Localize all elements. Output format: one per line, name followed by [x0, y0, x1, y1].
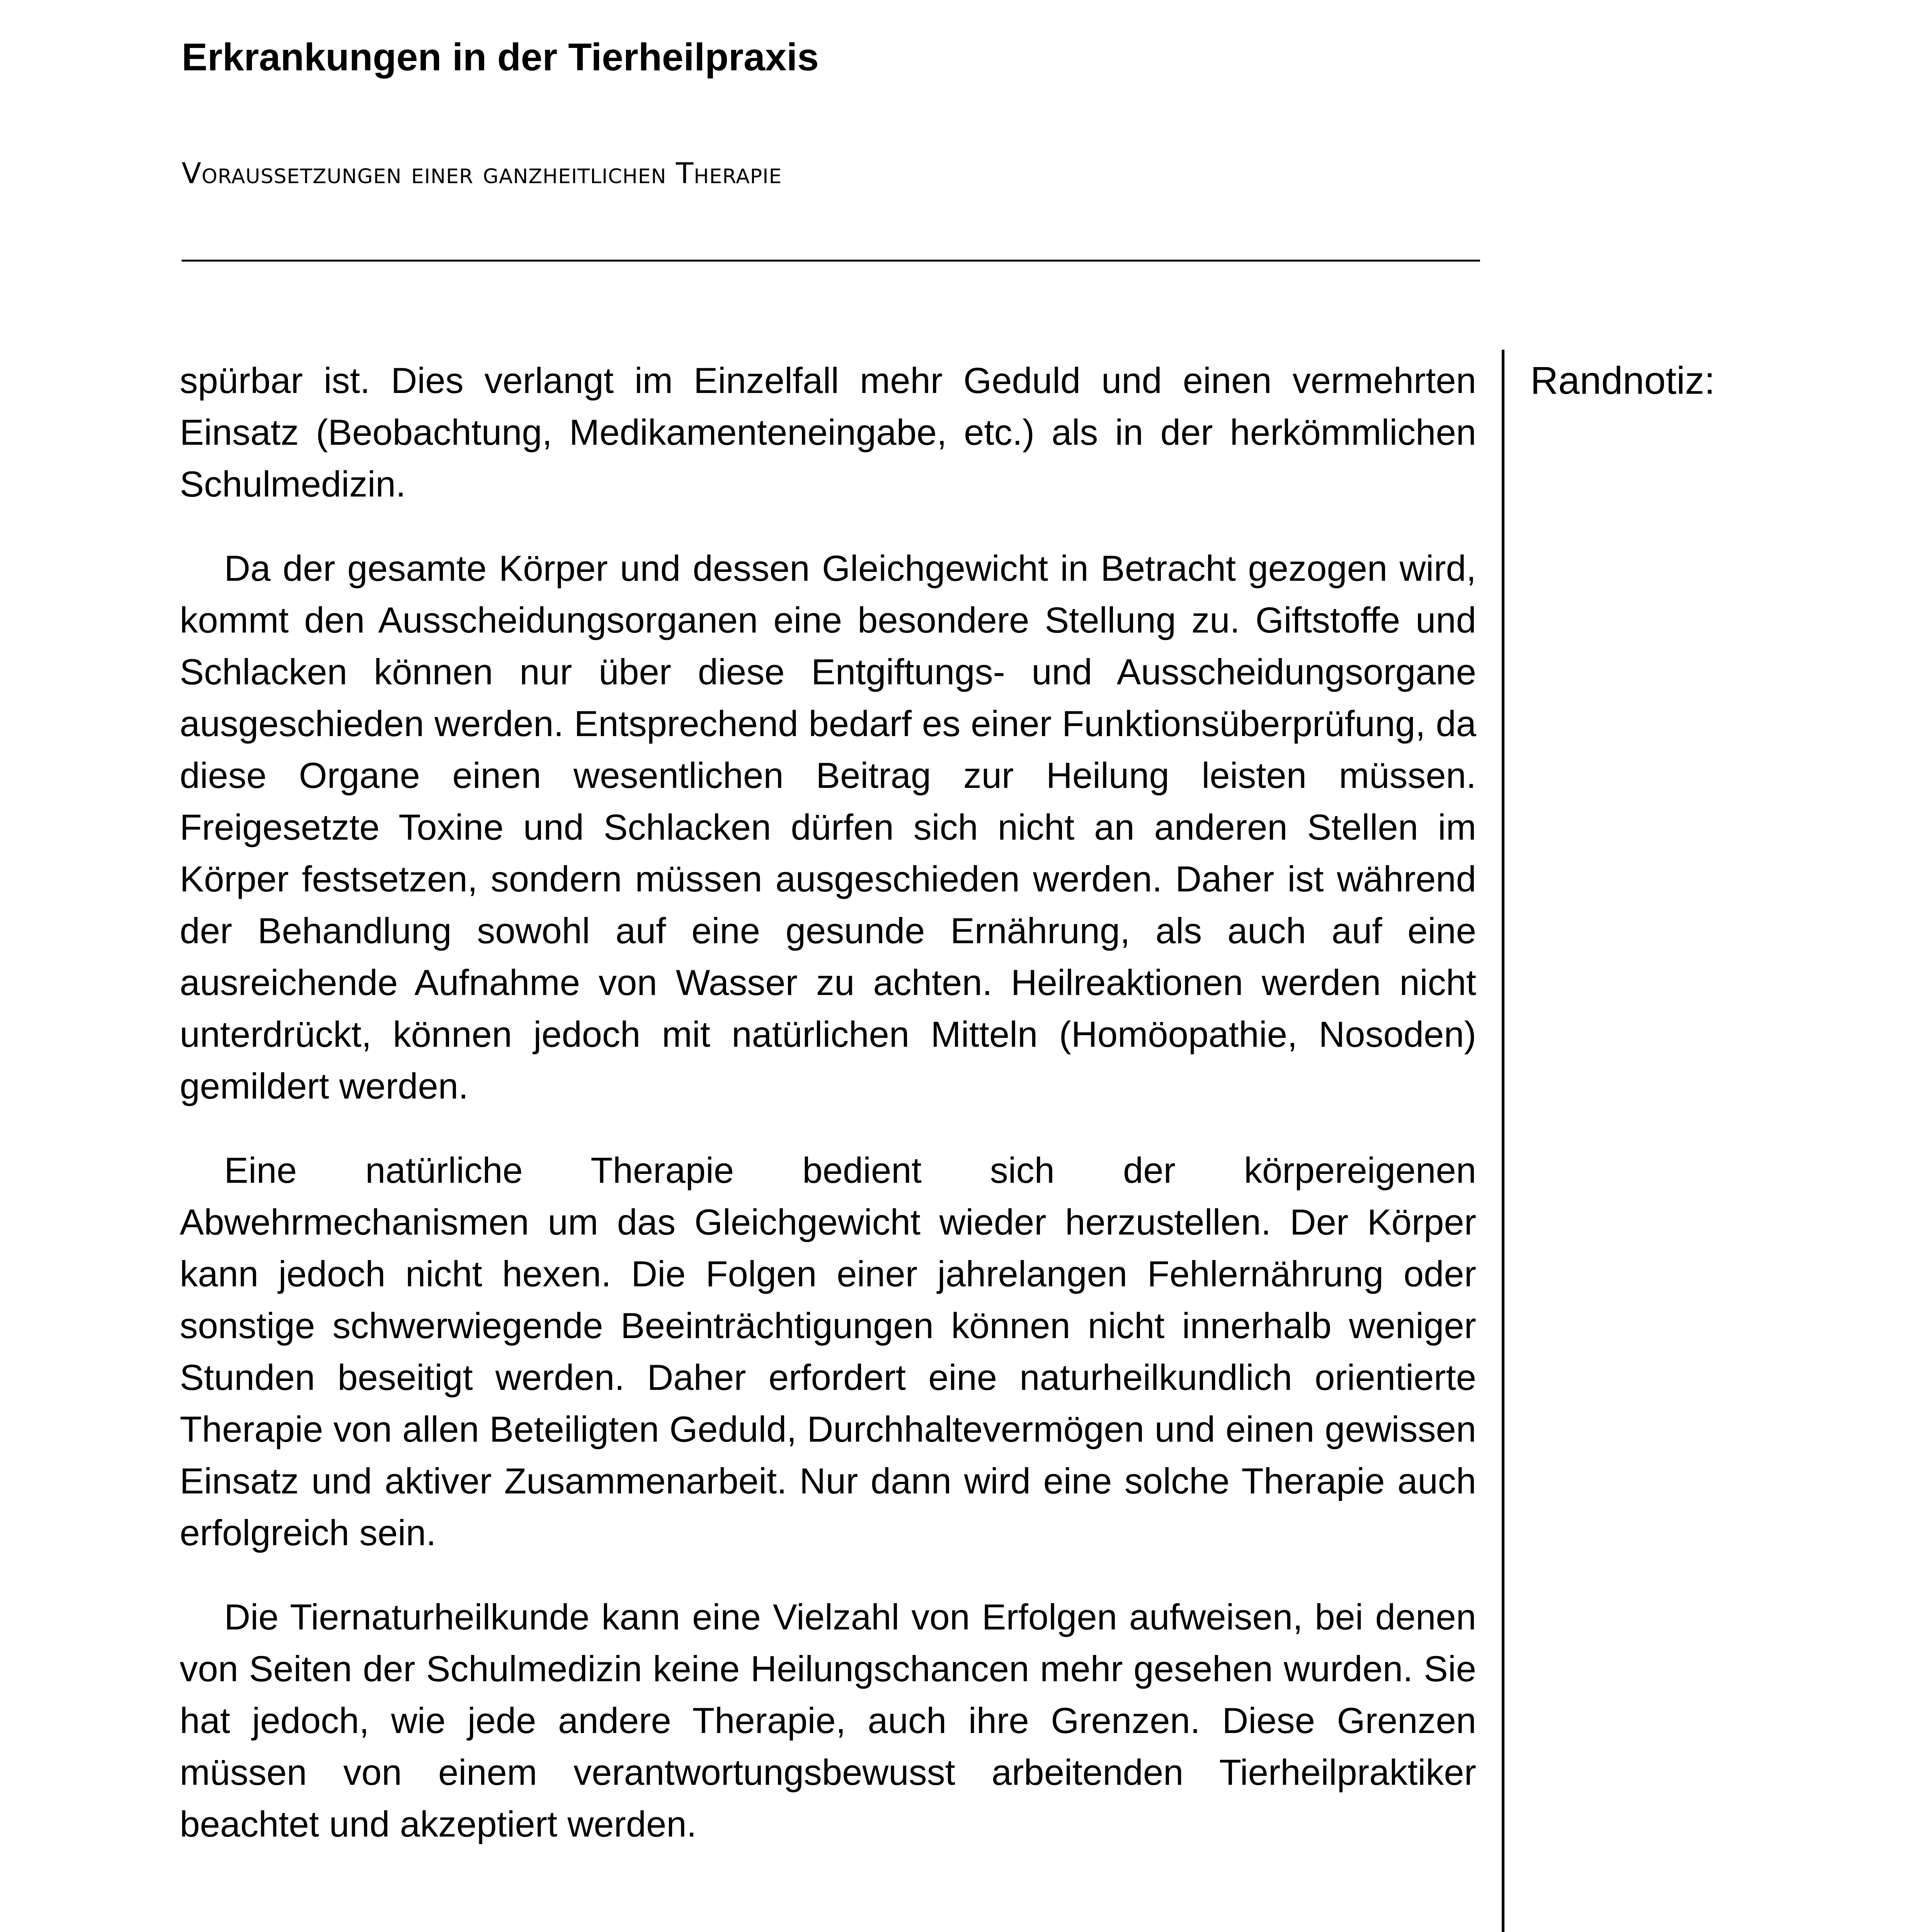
paragraph-1: spürbar ist. Dies verlangt im Einzelfall mehr Geduld und einen vermehrten Einsatz (Beobachtung, Medikamenteneingabe, etc.) als in der herkömmlichen Schulmedizin. — [180, 360, 1476, 504]
margin-note-label: Randnotiz: — [1530, 359, 1715, 402]
paragraph-4: Die Tiernaturheilkunde kann eine Vielzahl von Erfolgen aufweisen, bei denen von Seiten der Schulmedizin keine Heilungschancen mehr gesehen wurden. Sie hat jedoch, wie jede andere Therapie, auch ihre Grenzen. Diese Grenzen müssen von einem verantwortungsbewusst arbeitenden Tierheilpraktiker beachtet und akzeptiert werden. — [180, 1597, 1476, 1844]
book-title: Erkrankungen in der Tierheilpraxis — [182, 36, 819, 79]
header-divider — [182, 260, 1480, 262]
paragraph-3: Eine natürliche Therapie bedient sich der körpereigenen Abwehrmechanismen um das Gleichgewicht wieder herzustellen. Der Körper kann jedoch nicht hexen. Die Folgen einer jahrelangen Fehlernährung oder sonstige schwerwiegende Beeinträchtigungen können nicht innerhalb weniger Stunden beseitigt werden. Daher erfordert eine naturheilkundlich orientierte Therapie von allen Beteiligten Geduld, Durchhaltevermögen und einen gewissen Einsatz und aktiver Zusammenarbeit. Nur dann wird eine solche Therapie auch erfolgreich sein. — [180, 1150, 1476, 1553]
paragraph-2: Da der gesamte Körper und dessen Gleichgewicht in Betracht gezogen wird, kommt den Ausscheidungsorganen eine besondere Stellung zu. Giftstoffe und Schlacken können nur über diese Entgiftungs- und Ausscheidungsorgane ausgeschieden werden. Entsprechend bedarf es einer Funktionsüberprüfung, da diese Organe einen wesentlichen Beitrag zur Heilung leisten müssen. Freigesetzte Toxine und Schlacken dürfen sich nicht an anderen Stellen im Körper festsetzen, sondern müssen ausgeschieden werden. Daher ist während der Behandlung sowohl auf eine gesunde Ernährung, als auch auf eine ausreichende Aufnahme von Wasser zu achten. Heilreaktionen werden nicht unterdrückt, können jedoch mit natürlichen Mitteln (Homöopathie, Nosoden) gemildert werden. — [180, 548, 1476, 1106]
margin-divider — [1502, 350, 1504, 1932]
main-text-column — [180, 355, 1476, 1883]
chapter-title: Voraussetzungen einer ganzheitlichen Therapie — [182, 157, 782, 190]
